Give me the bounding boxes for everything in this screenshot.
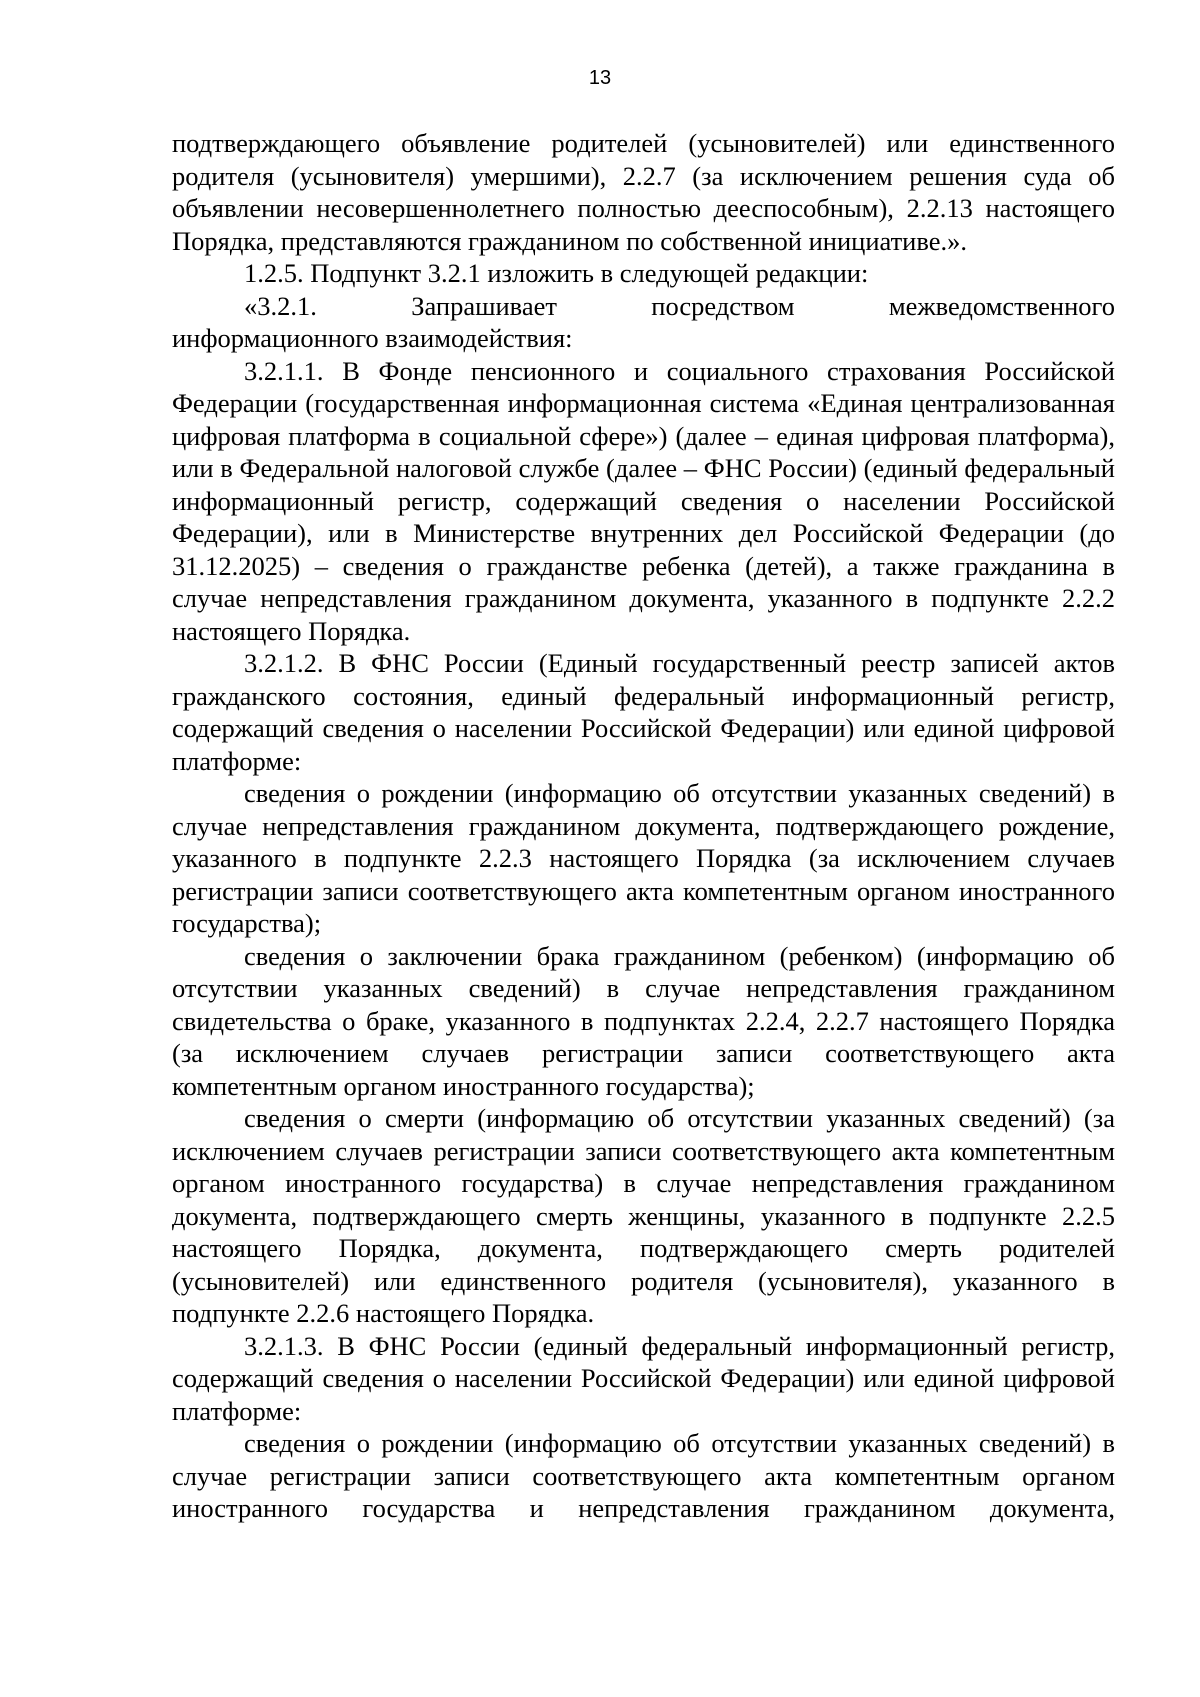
paragraph-1-2-5: 1.2.5. Подпункт 3.2.1 изложить в следующей редакции: [244,258,869,288]
document-body [172,127,1115,1525]
spread-word: Запрашивает [411,290,557,321]
paragraph-3-2-1-2: 3.2.1.2. В ФНС России (Единый государственный реестр записей актов гражданского состояния, единый федеральный информационный регистр, содержащий сведения о населении Российской Федерации) или единой цифровой платформе: [172,648,1115,776]
paragraph-3-2-1-cont: информационного взаимодействия: [172,323,573,353]
spread-word: посредством [651,290,795,321]
paragraph-continuation: подтверждающего объявление родителей (усыновителей) или единственного родителя (усыновителя) умершими), 2.2.7 (за исключением решения суда об объявлении несовершеннолетнего полностью дееспособным), 2.2.13 настоящего Порядка, представляются гражданином по собственной инициативе.». [172,128,1115,256]
page-number: 13 [588,67,612,89]
paragraph-3-2-1-1: 3.2.1.1. В Фонде пенсионного и социального страхования Российской Федерации (государственная информационная система «Единая централизованная цифровая платформа в социальной сфере») (далее – единая цифровая платформа), или в Федеральной налоговой службе (далее – ФНС России) (единый федеральный информационный регистр, содержащий сведения о населении Российской Федерации), или в Министерстве внутренних дел Российской Федерации (до 31.12.2025) – сведения о гражданстве ребенка (детей), а также гражданина в случае непредставления гражданином документа, указанного в подпункте 2.2.2 настоящего Порядка. [172,355,1115,646]
paragraph-birth-info-foreign: сведения о рождении (информацию об отсутствии указанных сведений) в случае регистрации записи соответствующего акта компетентным органом иностранного государства и непредставления гражданином документа, [172,1428,1115,1523]
paragraph-birth-info: сведения о рождении (информацию об отсутствии указанных сведений) в случае непредставления гражданином документа, подтверждающего рождение, указанного в подпункте 2.2.3 настоящего Порядка (за исключением случаев регистрации записи соответствующего акта компетентным органом иностранного государства); [172,778,1115,938]
paragraph-3-2-1-heading [172,290,1115,323]
paragraph-death-info: сведения о смерти (информацию об отсутствии указанных сведений) (за исключением случаев регистрации записи соответствующего акта компетентным органом иностранного государства) в случае непредставления гражданином документа, подтверждающего смерть женщины, указанного в подпункте 2.2.5 настоящего Порядка, документа, подтверждающего смерть родителей (усыновителей) или единственного родителя (усыновителя), указанного в подпункте 2.2.6 настоящего Порядка. [172,1103,1115,1328]
spread-word: «3.2.1. [244,290,317,321]
paragraph-3-2-1-3: 3.2.1.3. В ФНС России (единый федеральный информационный регистр, содержащий сведения о населении Российской Федерации) или единой цифровой платформе: [172,1330,1115,1426]
spread-word: межведомственного [888,290,1115,321]
paragraph-marriage-info: сведения о заключении брака гражданином (ребенком) (информацию об отсутствии указанных сведений) в случае непредставления гражданином свидетельства о браке, указанного в подпунктах 2.2.4, 2.2.7 настоящего Порядка (за исключением случаев регистрации записи соответствующего акта компетентным органом иностранного государства); [172,940,1115,1101]
